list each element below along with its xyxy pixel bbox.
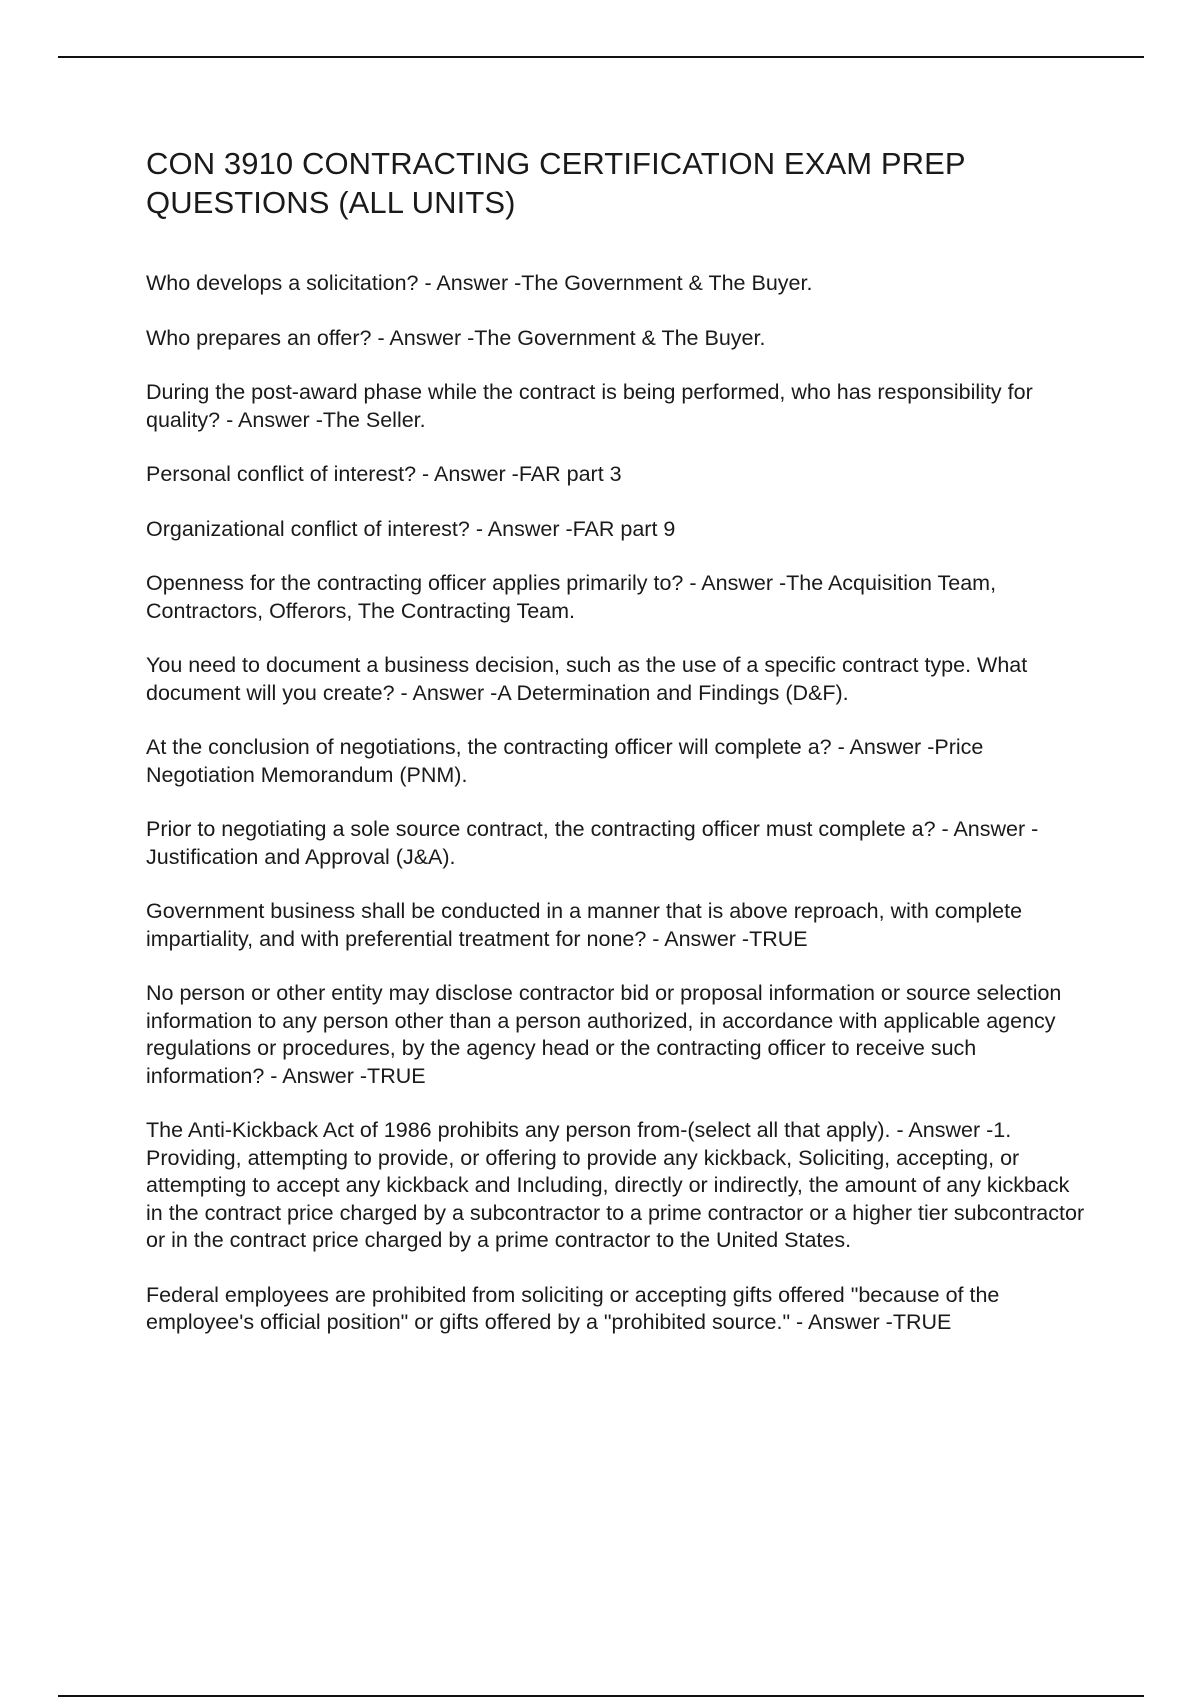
qa-item: Openness for the contracting officer applies primarily to? - Answer -The Acquisition Team, Contractors, Offerors, The Contracting Team. — [146, 571, 997, 623]
qa-item: During the post-award phase while the contract is being performed, who has responsibility for quality? - Answer -The Seller. — [146, 380, 1033, 432]
qa-item: Federal employees are prohibited from soliciting or accepting gifts offered "because of the employee's official position" or gifts offered by a "prohibited source." - Answer -TRUE — [146, 1282, 1000, 1334]
qa-item: The Anti-Kickback Act of 1986 prohibits any person from-(select all that apply). - Answer -1. Providing, attempting to provide, or offering to provide any kickback, Soliciting, accepting, or attempting to accept any kickback and Including, directly or indirectly, the amount of any kickback in the contract price charged by a subcontractor to a prime contractor or a higher tier subcontractor or in the contract price charged by a prime contractor to the United States. — [146, 1118, 1085, 1252]
qa-item: Prior to negotiating a sole source contract, the contracting officer must complete a? - Answer -Justification and Approval (J&A). — [146, 817, 1039, 869]
qa-list — [146, 270, 1086, 1337]
qa-item: Who develops a solicitation? - Answer -The Government & The Buyer. — [146, 271, 813, 295]
qa-item: Who prepares an offer? - Answer -The Government & The Buyer. — [146, 325, 766, 350]
qa-item: At the conclusion of negotiations, the contracting officer will complete a? - Answer -Price Negotiation Memorandum (PNM). — [146, 735, 984, 787]
document-body — [146, 144, 1086, 1364]
qa-item: Organizational conflict of interest? - Answer -FAR part 9 — [146, 516, 676, 541]
top-divider — [58, 56, 1144, 58]
bottom-divider — [58, 1695, 1144, 1697]
qa-item: No person or other entity may disclose contractor bid or proposal information or source selection information to any person other than a person authorized, in accordance with applicable agency regulations or procedures, by the agency head or the contracting officer to receive such information? - Answer -TRUE — [146, 981, 1062, 1088]
page-title: CON 3910 CONTRACTING CERTIFICATION EXAM PREP QUESTIONS (ALL UNITS) — [146, 146, 966, 220]
qa-item: Personal conflict of interest? - Answer -FAR part 3 — [146, 462, 622, 486]
qa-item: You need to document a business decision, such as the use of a specific contract type. What document will you create? - Answer -A Determination and Findings (D&F). — [146, 653, 1028, 705]
qa-item: Government business shall be conducted in a manner that is above reproach, with complete impartiality, and with preferential treatment for none? - Answer -TRUE — [146, 899, 1023, 951]
